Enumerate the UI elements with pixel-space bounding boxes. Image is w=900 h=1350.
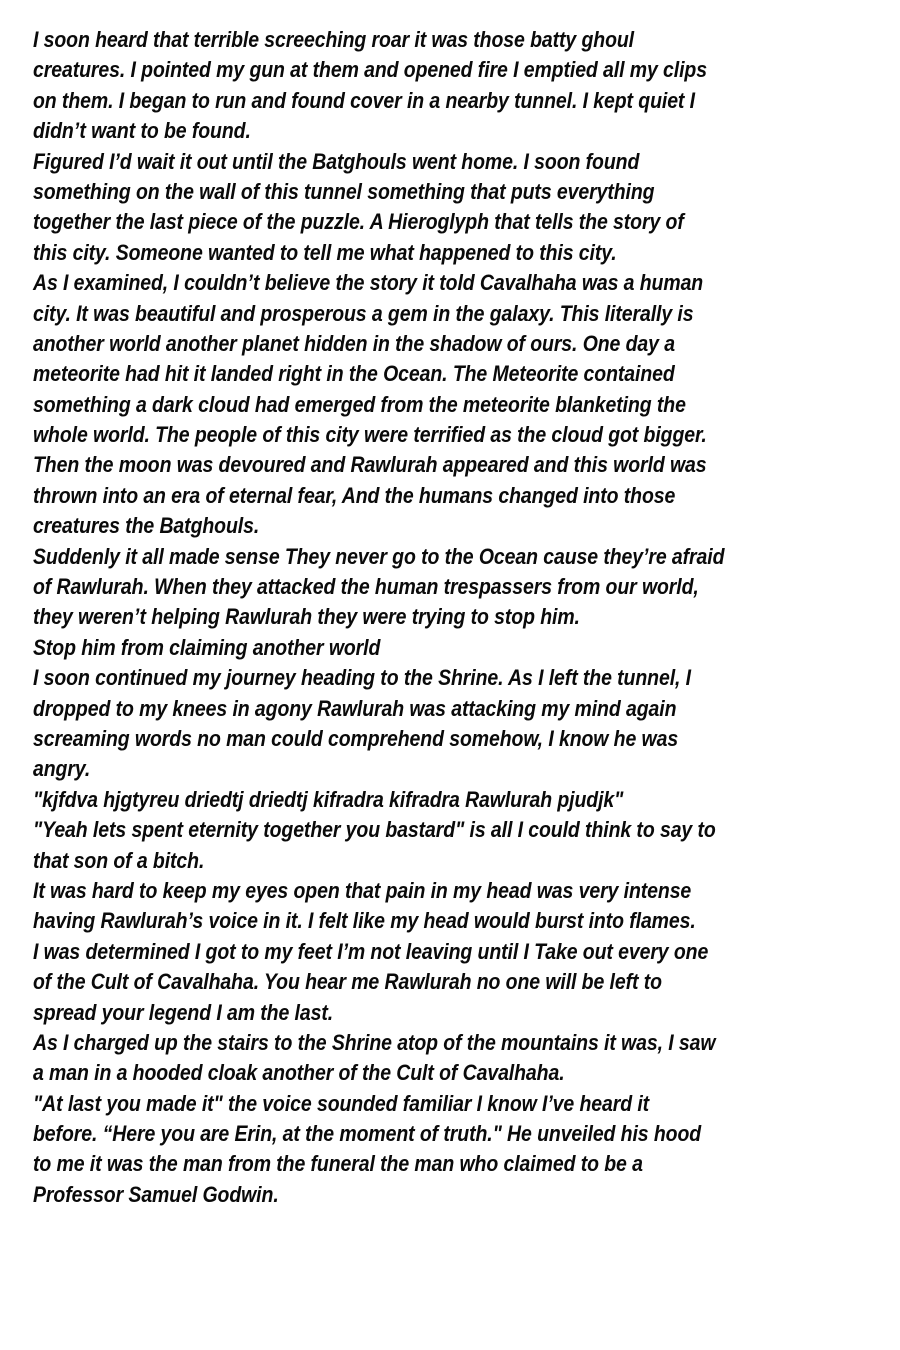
text-line: another world another planet hidden in the shadow of ours. One day a — [33, 330, 675, 356]
text-line: I was determined I got to my feet I’m not leaving until I Take out every one — [33, 938, 709, 964]
text-line: having Rawlurah’s voice in it. I felt like my head would burst into flames. — [33, 908, 696, 934]
text-line: whole world. The people of this city were terrified as the cloud got bigger. — [33, 422, 707, 448]
text-line: of Rawlurah. When they attacked the human trespassers from our world, — [33, 574, 699, 600]
paragraph — [33, 1028, 893, 1089]
text-line: I soon continued my journey heading to the Shrine. As I left the tunnel, I — [33, 665, 692, 691]
text-line: angry. — [33, 756, 91, 782]
text-line: to me it was the man from the funeral the man who claimed to be a — [33, 1151, 643, 1177]
text-line: thrown into an era of eternal fear, And the humans changed into those — [33, 482, 676, 508]
text-line: city. It was beautiful and prosperous a gem in the galaxy. This literally is — [33, 300, 694, 326]
text-line: before. “Here you are Erin, at the moment of truth." He unveiled his hood — [33, 1121, 702, 1147]
text-line: spread your legend I am the last. — [33, 999, 334, 1025]
text-line: As I charged up the stairs to the Shrine atop of the mountains it was, I saw — [33, 1029, 716, 1055]
paragraph — [33, 663, 893, 785]
text-line: As I examined, I couldn’t believe the story it told Cavalhaha was a human — [33, 270, 704, 296]
text-line: "At last you made it" the voice sounded familiar I know I’ve heard it — [33, 1090, 650, 1116]
text-line: that son of a bitch. — [33, 847, 205, 873]
paragraph — [33, 542, 893, 633]
text-line: together the last piece of the puzzle. A Hieroglyph that tells the story of — [33, 209, 684, 235]
paragraph — [33, 633, 893, 663]
text-line: "Yeah lets spent eternity together you bastard" is all I could think to say to — [33, 817, 716, 843]
text-line: Then the moon was devoured and Rawlurah appeared and this world was — [33, 452, 707, 478]
text-line: Stop him from claiming another world — [33, 634, 381, 660]
text-line: screaming words no man could comprehend somehow, I know he was — [33, 725, 679, 751]
paragraph — [33, 268, 893, 542]
text-line: meteorite had hit it landed right in the Ocean. The Meteorite contained — [33, 361, 675, 387]
text-line: I soon heard that terrible screeching roar it was those batty ghoul — [33, 27, 635, 52]
paragraph — [33, 876, 893, 937]
text-line: "kjfdva hjgtyreu driedtj driedtj kifradra kifradra Rawlurah pjudjk" — [33, 786, 624, 812]
text-line: of the Cult of Cavalhaha. You hear me Rawlurah no one will be left to — [33, 969, 662, 995]
text-line: creatures the Batghouls. — [33, 513, 260, 539]
text-line: dropped to my knees in agony Rawlurah was attacking my mind again — [33, 695, 677, 721]
text-line: didn’t want to be found. — [33, 118, 251, 144]
paragraph — [33, 815, 893, 876]
text-line: on them. I began to run and found cover in a nearby tunnel. I kept quiet I — [33, 87, 695, 113]
paragraph — [33, 937, 893, 1028]
text-line: this city. Someone wanted to tell me what happened to this city. — [33, 239, 617, 265]
text-line: something a dark cloud had emerged from the meteorite blanketing the — [33, 391, 686, 417]
paragraph — [33, 1089, 893, 1211]
text-line: Professor Samuel Godwin. — [33, 1181, 279, 1207]
text-line: It was hard to keep my eyes open that pain in my head was very intense — [33, 877, 692, 903]
text-line: Figured I’d wait it out until the Batghouls went home. I soon found — [33, 148, 640, 174]
text-line: something on the wall of this tunnel something that puts everything — [33, 178, 655, 204]
document-page — [33, 25, 893, 1210]
text-line: Suddenly it all made sense They never go to the Ocean cause they’re afraid — [33, 543, 725, 569]
paragraph — [33, 785, 893, 815]
text-line: creatures. I pointed my gun at them and opened fire I emptied all my clips — [33, 57, 707, 83]
paragraph — [33, 25, 893, 147]
text-line: they weren’t helping Rawlurah they were trying to stop him. — [33, 604, 580, 630]
text-line: a man in a hooded cloak another of the Cult of Cavalhaha. — [33, 1060, 565, 1086]
paragraph — [33, 147, 893, 269]
